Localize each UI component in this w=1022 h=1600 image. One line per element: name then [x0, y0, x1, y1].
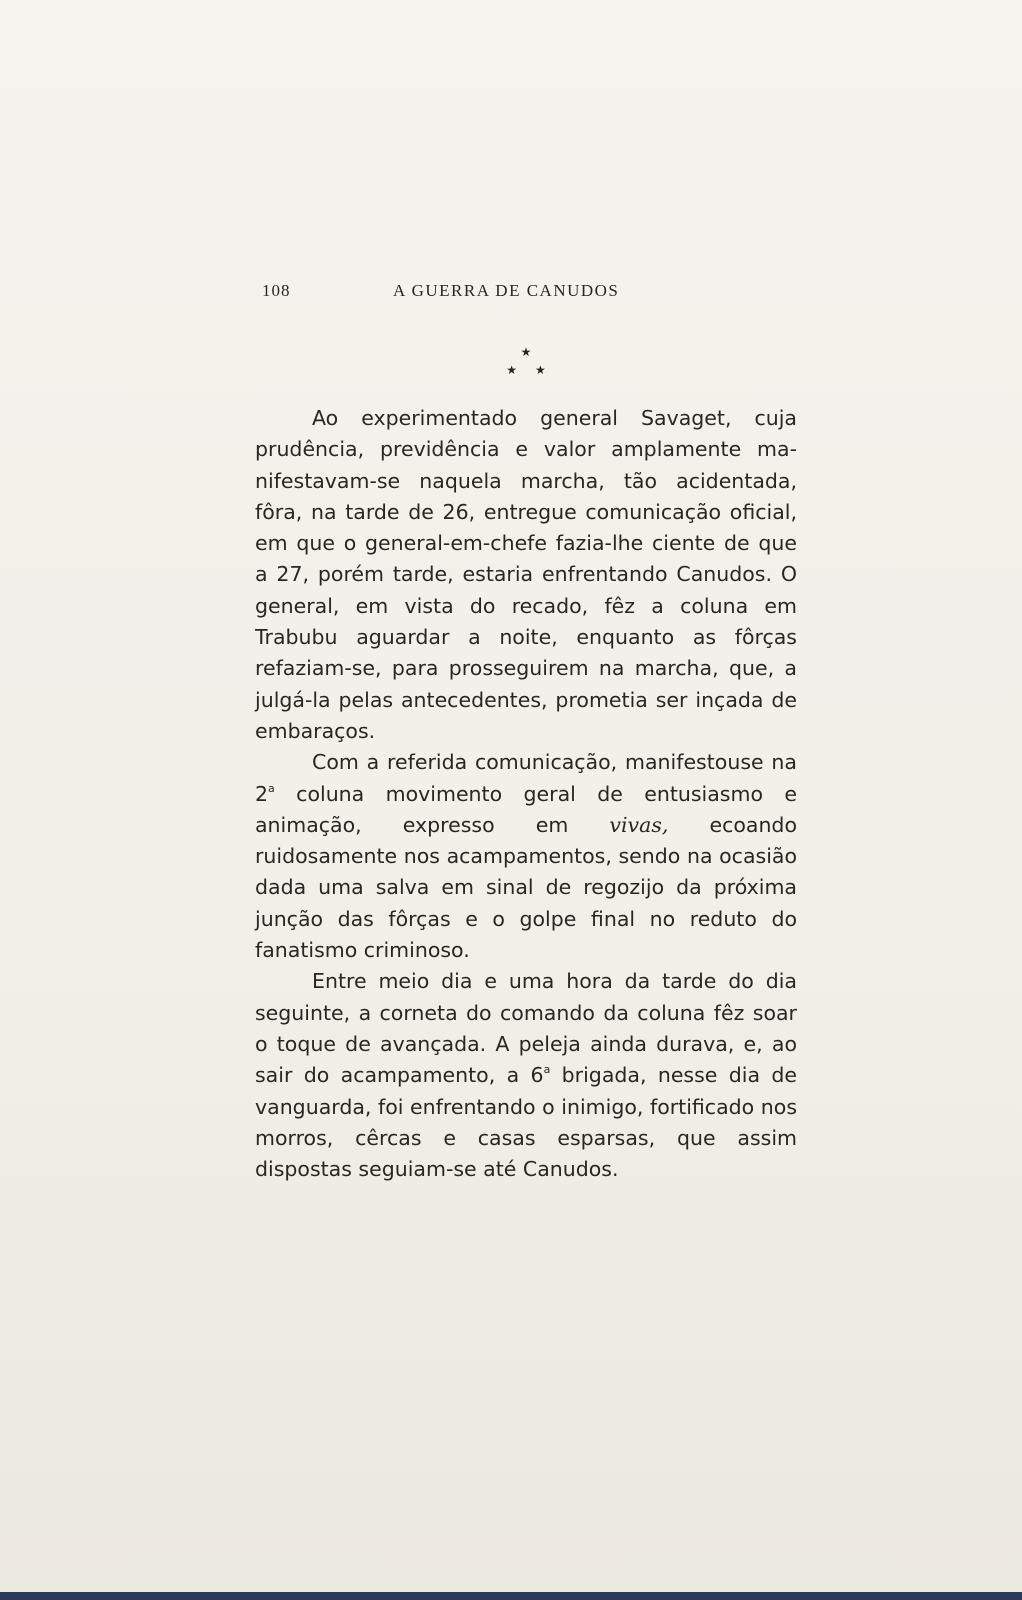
paragraph-2-text-c: ecoando ruidosamente nos acampamentos, sendo na ocasião dada uma salva em sinal de regozijo da próxima junção das fôrças e o golpe final no reduto do fanatismo criminoso. [255, 812, 797, 963]
paragraph-3-text-a: Entre meio dia e uma hora da tarde do dia seguinte, a corneta do comando da coluna fêz soar o toque de avançada. A peleja ainda durava, e, ao sair do acampamento, a 6 [255, 969, 797, 1088]
asterism-star-right: ★ [535, 363, 546, 377]
page-number: 108 [262, 281, 291, 300]
book-title: A GUERRA DE CANUDOS [393, 281, 620, 300]
ordinal-indicator: a [543, 1063, 551, 1077]
asterism-star-top: ★ [520, 345, 532, 359]
page-bottom-edge [0, 1592, 1022, 1600]
paragraph-2 [255, 747, 797, 966]
asterism-star-left: ★ [506, 363, 517, 377]
paragraph-3 [255, 966, 797, 1185]
paragraph-3-text-b: brigada, nesse dia de vanguarda, foi enfrentando o inimigo, fortificado nos morros, cêrcas e casas esparsas, que assim dispostas seguiam-se até Canudos. [255, 1063, 798, 1182]
paragraph-1 [255, 403, 797, 747]
paragraph-1-text: Ao experimentado general Savaget, cuja prudência, previdência e valor amplamente manifestavam-se naquela marcha, tão acidentada, fôra, na tarde de 26, entregue comunicação oficial, em que o general-em-chefe fazia-lhe ciente de que a 27, porém tarde, estaria enfrentando Canudos. O general, em vista do recado, fêz a coluna em Trabubu aguardar a noite, enquanto as fôrças refaziam-se, para prosseguirem na marcha, que, a julgá-la pelas antecedentes, prometia ser inçada de embaraços. [255, 406, 797, 743]
paragraph-2-text-a: Com a referida comunicação, manifestouse na 2 [255, 750, 797, 806]
section-break-asterism [496, 343, 556, 383]
body-text [255, 403, 797, 1185]
running-head [262, 281, 792, 307]
ordinal-indicator: a [268, 781, 275, 795]
italic-word: vivas, [609, 812, 669, 837]
paragraph-2-text-b: coluna movimento geral de entusiasmo e animação, expresso em [255, 781, 797, 837]
